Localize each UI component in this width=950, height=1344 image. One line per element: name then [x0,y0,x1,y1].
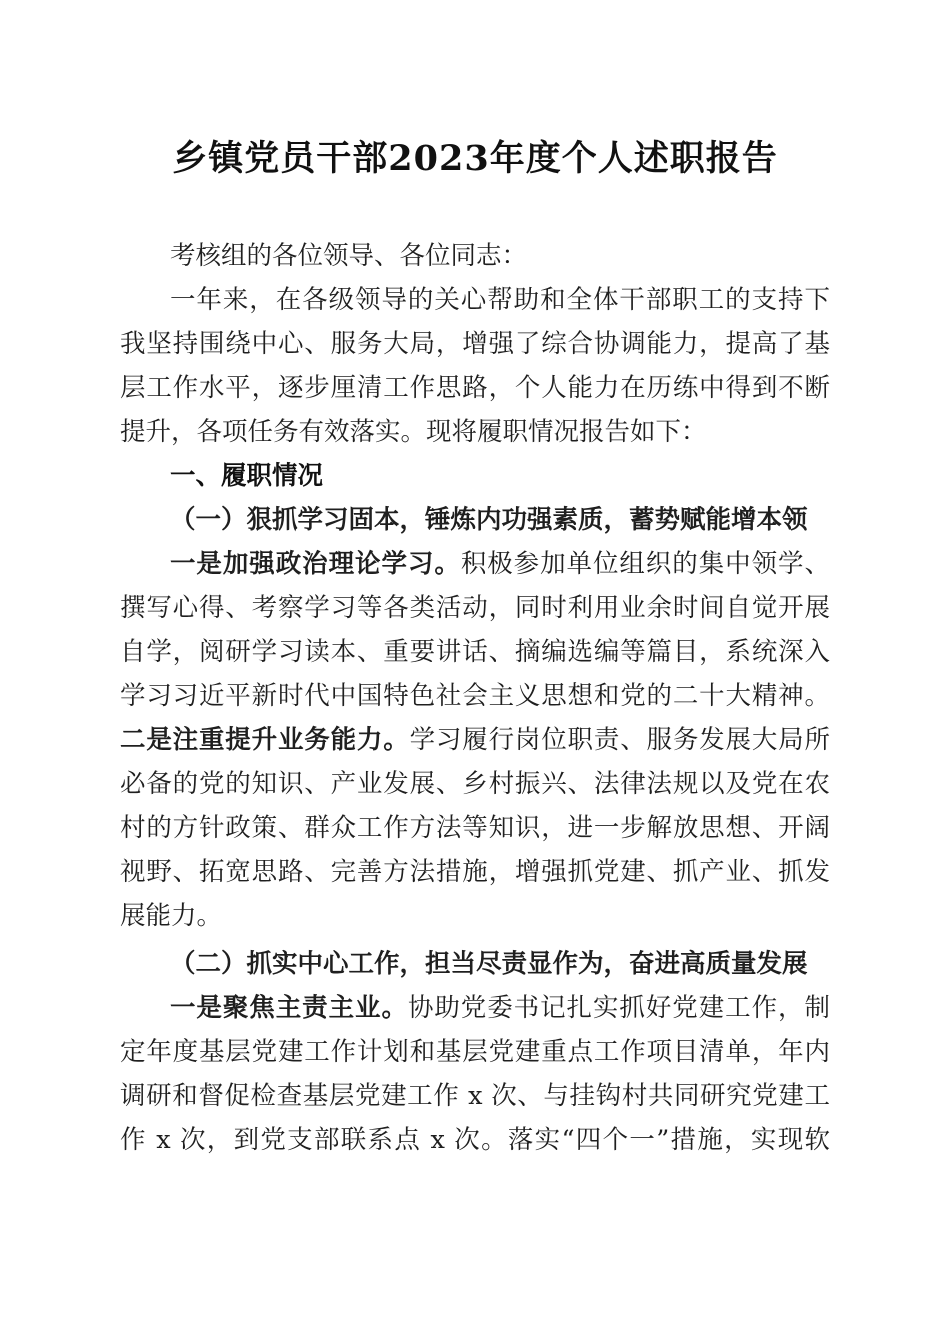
body-line: 视野、拓宽思路、完善方法措施，增强抓党建、抓产业、抓发 [120,857,830,887]
intro-line: 一年来，在各级领导的关心帮助和全体干部职工的支持下 [170,285,830,315]
body-line: 调研和督促检查基层党建工作 x 次、与挂钩村共同研究党建工 [120,1081,830,1111]
body-line: 撰写心得、考察学习等各类活动，同时利用业余时间自觉开展 [120,593,830,623]
body-line: 村的方针政策、群众工作方法等知识，进一步解放思想、开阔 [120,813,830,843]
body-line: 定年度基层党建工作计划和基层党建重点工作项目清单，年内 [120,1037,830,1067]
body-line: 一是加强政治理论学习。积极参加单位组织的集中领学、 [170,549,830,579]
body-line: 学习习近平新时代中国特色社会主义思想和党的二十大精神。 [120,681,830,711]
lead-phrase: 一是聚焦主责主业。 [170,993,408,1023]
greeting-line: 考核组的各位领导、各位同志： [170,241,528,271]
body-line: 自学，阅研学习读本、重要讲话、摘编选编等篇目，系统深入 [120,637,830,667]
body-line: 作 x 次，到党支部联系点 x 次。落实“四个一”措施，实现软 [120,1125,830,1155]
subsection-heading: （二）抓实中心工作，担当尽责显作为，奋进高质量发展 [170,949,808,979]
intro-line: 提升，各项任务有效落实。现将履职情况报告如下： [120,417,707,447]
section-heading: 一、履职情况 [170,461,324,491]
body-line: 一是聚焦主责主业。协助党委书记扎实抓好党建工作，制 [170,993,830,1023]
lead-phrase: 一是加强政治理论学习。 [170,549,461,579]
intro-line: 层工作水平，逐步厘清工作思路，个人能力在历练中得到不断 [120,373,830,403]
intro-line: 我坚持围绕中心、服务大局，增强了综合协调能力，提高了基 [120,329,830,359]
subsection-heading: （一）狠抓学习固本，锤炼内功强素质，蓄势赋能增本领 [170,505,808,535]
lead-phrase: 二是注重提升业务能力。 [120,725,410,755]
body-line: 二是注重提升业务能力。学习履行岗位职责、服务发展大局所 [120,725,830,755]
document-title: 乡镇党员干部2023年度个人述职报告 [172,138,778,179]
body-line: 必备的党的知识、产业发展、乡村振兴、法律法规以及党在农 [120,769,830,799]
body-line: 展能力。 [120,901,223,931]
